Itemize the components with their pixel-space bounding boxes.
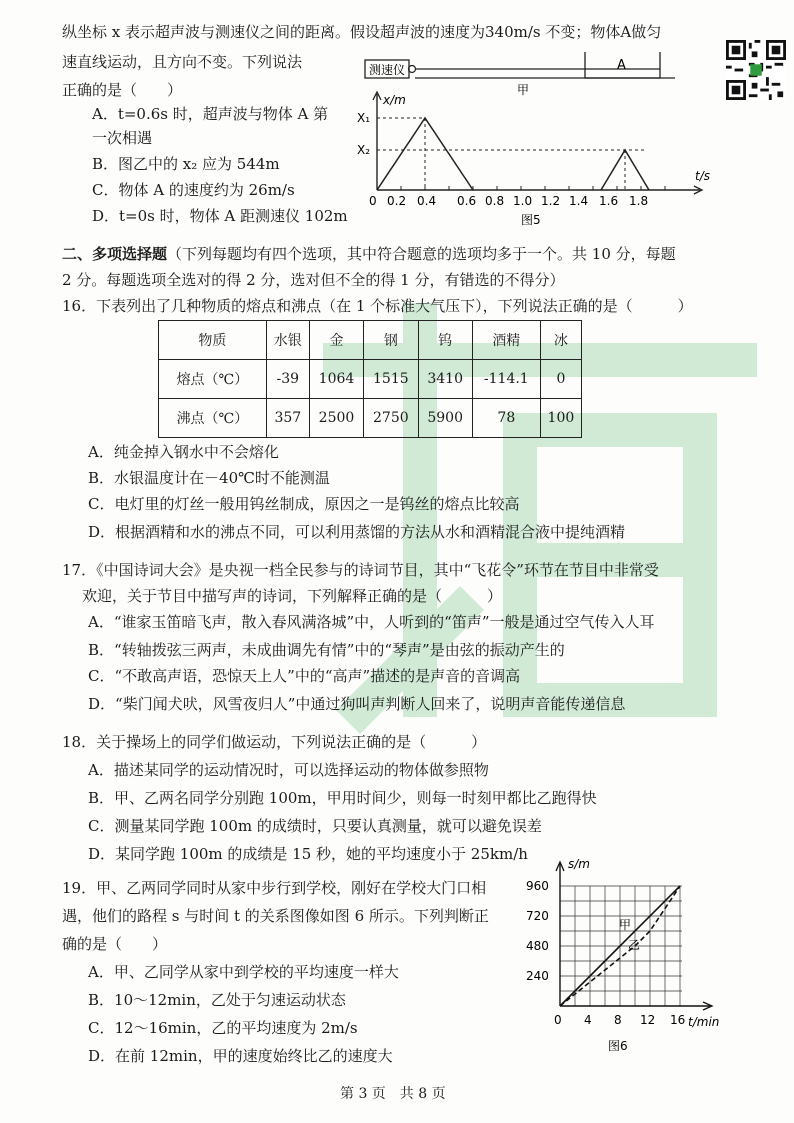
- q16-option-b: B．水银温度计在－40℃时不能测温: [88, 469, 330, 487]
- figure-6-yi-label: 乙: [628, 938, 641, 952]
- q15-option-d: D．t=0s 时，物体 A 距测速仪 102m: [92, 207, 348, 225]
- q17-stem-line2: 欢迎，关于节目中描写声的诗词，下列解释正确的是（ ）: [82, 587, 503, 605]
- figure-6-y-axis-label: s/m: [568, 857, 590, 871]
- table-cell: 水银: [266, 321, 309, 360]
- table-cell: 78: [472, 399, 540, 438]
- table-row: [159, 360, 582, 399]
- table-header-row: [159, 321, 582, 360]
- table-cell: 金: [309, 321, 363, 360]
- figure-5-jia-label: 甲: [517, 83, 530, 97]
- figure-5-x-axis-label: t/s: [695, 169, 710, 183]
- figure-5-diagram: [355, 52, 715, 230]
- table-cell: -39: [266, 360, 309, 399]
- figure-5-caption: 图5: [521, 213, 541, 227]
- q19-option-c: C．12～16min，乙的平均速度为 2m/s: [88, 1019, 358, 1037]
- figure-6-caption: 图6: [608, 1039, 628, 1053]
- table-cell: 100: [540, 399, 581, 438]
- figure-6-x-axis-label: t/min: [688, 1015, 720, 1029]
- block-a-label: A: [617, 58, 626, 73]
- table-cell: 熔点（℃）: [159, 360, 267, 399]
- section-2-title: 二、多项选择题: [62, 245, 168, 263]
- page-footer: 第 3 页 共 8 页: [340, 1086, 446, 1102]
- q19-stem-line3: 确的是（ ）: [62, 935, 168, 953]
- figure-5-tick: 1.2: [541, 194, 561, 208]
- figure-5-y-axis-label: x/m: [383, 93, 406, 107]
- table-cell: 钨: [418, 321, 472, 360]
- figure-5-tick: 0.4: [417, 194, 437, 208]
- figure-6-x-tick: 8: [614, 1013, 622, 1027]
- table-cell: 1064: [309, 360, 363, 399]
- q17-option-b: B．“转轴拨弦三两声，未成曲调先有情”中的“琴声”是由弦的振动产生的: [88, 641, 565, 659]
- q16-option-a: A．纯金掉入钢水中不会熔化: [88, 443, 279, 461]
- q19-option-a: A．甲、乙同学从家中到学校的平均速度一样大: [88, 963, 399, 981]
- figure-6-x-tick: 4: [584, 1013, 592, 1027]
- table-row: [159, 399, 582, 438]
- q16-option-d: D．根据酒精和水的沸点不同，可以利用蒸馏的方法从水和酒精混合液中提纯酒精: [88, 523, 626, 541]
- figure-5-x2-label: X₂: [357, 143, 371, 157]
- q18-stem: 18．关于操场上的同学们做运动，下列说法正确的是（ ）: [62, 733, 487, 751]
- q19-stem-line1: 19．甲、乙两同学同时从家中步行到学校，刚好在学校大门口相: [62, 879, 487, 897]
- q17-option-a: A．“谁家玉笛暗飞声，散入春风满洛城”中，人听到的“笛声”一般是通过空气传入人耳: [88, 613, 655, 631]
- table-cell: 酒精: [472, 321, 540, 360]
- table-cell: 2750: [364, 399, 418, 438]
- figure-6-x-tick: 12: [640, 1013, 656, 1027]
- table-cell: 钢: [364, 321, 418, 360]
- figure-6-y-tick: 960: [526, 879, 549, 893]
- q15-option-b: B．图乙中的 x₂ 应为 544m: [92, 155, 280, 173]
- q17-stem-line1: 17．《中国诗词大会》是央视一档全民参与的诗词节目，其中“飞花令”环节在节目中非常受: [62, 561, 659, 579]
- figure-6-y-tick: 240: [526, 969, 549, 983]
- figure-5-tick: 1.8: [629, 194, 649, 208]
- figure-5-tick: 0.2: [387, 194, 407, 208]
- table-cell: 沸点（℃）: [159, 399, 267, 438]
- table-cell: 1515: [364, 360, 418, 399]
- q15-option-a-line2: 一次相遇: [92, 129, 153, 147]
- q17-option-c: C．“不敢高声语，恐惊天上人”中的“高声”描述的是声音的音调高: [88, 667, 521, 685]
- figure-6-graph: [520, 852, 730, 1064]
- table-cell: 5900: [418, 399, 472, 438]
- q18-option-b: B．甲、乙两名同学分别跑 100m，甲用时间少，则每一时刻甲都比乙跑得快: [88, 789, 597, 807]
- figure-5-x1-label: X₁: [357, 111, 371, 125]
- section-2-header: [62, 244, 676, 264]
- q18-option-a: A．描述某同学的运动情况时，可以选择运动的物体做参照物: [88, 761, 489, 779]
- q16-option-c: C．电灯里的灯丝一般用钨丝制成，原因之一是钨丝的熔点比较高: [88, 495, 520, 513]
- figure-5-origin: 0: [369, 194, 377, 208]
- table-cell: 冰: [540, 321, 581, 360]
- table-cell: 357: [266, 399, 309, 438]
- q15-stem-line2: 速直线运动，且方向不变。下列说法: [62, 53, 303, 71]
- q19-option-b: B．10～12min，乙处于匀速运动状态: [88, 991, 346, 1009]
- section-2-desc-line1: （下列每题均有四个选项，其中符合题意的选项均多于一个。共 10 分，每题: [167, 245, 676, 263]
- table-cell: 物质: [159, 321, 267, 360]
- figure-6-y-tick: 480: [526, 939, 549, 953]
- figure-6-x-tick: 16: [670, 1013, 686, 1027]
- q19-stem-line2: 遇，他们的路程 s 与时间 t 的关系图像如图 6 所示。下列判断正: [62, 907, 489, 925]
- qr-code-image: [726, 40, 786, 100]
- table-cell: 0: [540, 360, 581, 399]
- q19-option-d: D．在前 12min，甲的速度始终比乙的速度大: [88, 1047, 393, 1065]
- device-label: 测速仪: [369, 63, 406, 77]
- q15-stem-line3: 正确的是（ ）: [62, 81, 183, 99]
- figure-5-tick: 1.6: [599, 194, 619, 208]
- q15-option-c: C．物体 A 的速度约为 26m/s: [92, 181, 295, 199]
- figure-5-tick: 0.8: [485, 194, 505, 208]
- q18-option-c: C．测量某同学跑 100m 的成绩时，只要认真测量，就可以避免误差: [88, 817, 542, 835]
- figure-6-x-tick: 0: [554, 1013, 562, 1027]
- q17-option-d: D．“柴门闻犬吠，风雪夜归人”中通过狗叫声判断人回来了，说明声音能传递信息: [88, 695, 626, 713]
- figure-5-tick: 1.0: [513, 194, 533, 208]
- q18-option-d: D．某同学跑 100m 的成绩是 15 秒，她的平均速度小于 25km/h: [88, 845, 528, 863]
- figure-5-tick: 1.4: [569, 194, 589, 208]
- q15-option-a-line1: A．t=0.6s 时，超声波与物体 A 第: [92, 105, 329, 123]
- q15-stem-line1: 纵坐标 x 表示超声波与测速仪之间的距离。假设超声波的速度为340m/s 不变；物体A做匀: [62, 23, 662, 41]
- table-cell: -114.1: [472, 360, 540, 399]
- figure-6-jia-label: 甲: [619, 918, 632, 932]
- q16-stem: 16．下表列出了几种物质的熔点和沸点（在 1 个标准大气压下），下列说法正确的是（ ）: [62, 297, 693, 315]
- figure-5-tick: 0.6: [457, 194, 477, 208]
- melting-boiling-table: [158, 320, 582, 438]
- table-cell: 2500: [309, 399, 363, 438]
- figure-6-y-tick: 720: [526, 909, 549, 923]
- section-2-desc-line2: 2 分。每题选项全选对的得 2 分，选对但不全的得 1 分，有错选的不得分）: [62, 271, 565, 289]
- table-cell: 3410: [418, 360, 472, 399]
